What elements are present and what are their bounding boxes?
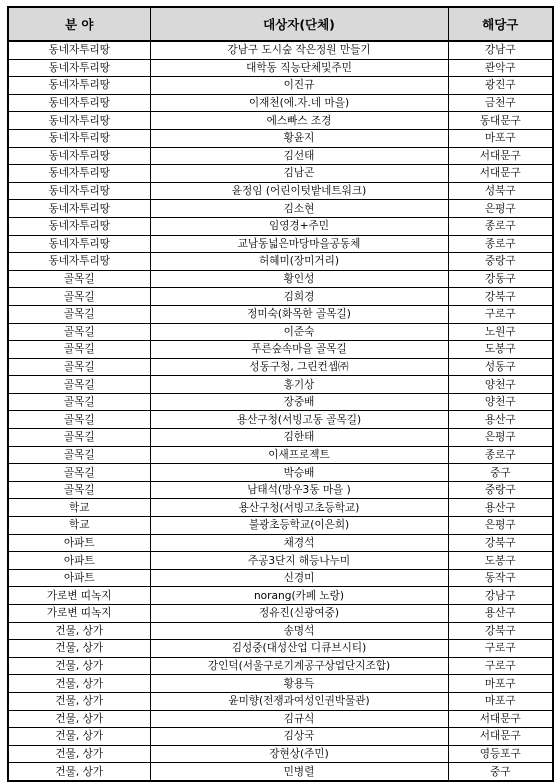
table-row — [8, 499, 553, 517]
table-row — [8, 182, 553, 200]
table-row — [8, 253, 553, 271]
district-cell: 강북구 — [448, 622, 553, 640]
recipient-cell: 민병렬 — [150, 763, 448, 781]
recipient-cell: 장현상(주민) — [150, 745, 448, 763]
category-cell: 동네자투리땅 — [8, 129, 150, 147]
table-row — [8, 675, 553, 693]
recipient-cell: 이준숙 — [150, 323, 448, 341]
district-cell: 강북구 — [448, 534, 553, 552]
district-cell: 강북구 — [448, 288, 553, 306]
category-cell: 골목길 — [8, 358, 150, 376]
header-district: 해당구 — [448, 7, 553, 41]
table-body — [8, 41, 553, 781]
recipient-cell: 이재천(에.자.네 마을) — [150, 94, 448, 112]
table-row — [8, 569, 553, 587]
table-row — [8, 129, 553, 147]
district-cell: 영등포구 — [448, 745, 553, 763]
category-cell: 건물, 상가 — [8, 675, 150, 693]
recipient-cell: 교남동넓은마당마을공동체 — [150, 235, 448, 253]
category-cell: 건물, 상가 — [8, 745, 150, 763]
recipient-cell: 김남곤 — [150, 165, 448, 183]
category-cell: 동네자투리땅 — [8, 165, 150, 183]
district-cell: 마포구 — [448, 129, 553, 147]
district-cell: 중구 — [448, 763, 553, 781]
recipient-cell: 허혜미(장미거리) — [150, 253, 448, 271]
category-cell: 건물, 상가 — [8, 728, 150, 746]
recipient-cell: 신경미 — [150, 569, 448, 587]
district-cell: 금천구 — [448, 94, 553, 112]
table-row — [8, 147, 553, 165]
district-cell: 종로구 — [448, 217, 553, 235]
category-cell: 건물, 상가 — [8, 710, 150, 728]
award-list-sheet — [7, 6, 552, 782]
recipient-cell: 김규식 — [150, 710, 448, 728]
category-cell: 동네자투리땅 — [8, 94, 150, 112]
district-cell: 중랑구 — [448, 481, 553, 499]
category-cell: 골목길 — [8, 464, 150, 482]
district-cell: 서대문구 — [448, 710, 553, 728]
district-cell: 중랑구 — [448, 253, 553, 271]
table-row — [8, 552, 553, 570]
table-row — [8, 200, 553, 218]
category-cell: 동네자투리땅 — [8, 253, 150, 271]
district-cell: 종로구 — [448, 235, 553, 253]
table-row — [8, 393, 553, 411]
recipient-cell: 에스빠스 조경 — [150, 112, 448, 130]
district-cell: 마포구 — [448, 675, 553, 693]
category-cell: 학교 — [8, 499, 150, 517]
recipient-cell: 홍기상 — [150, 376, 448, 394]
recipient-cell: 송명석 — [150, 622, 448, 640]
header-category: 분 야 — [8, 7, 150, 41]
district-cell: 양천구 — [448, 393, 553, 411]
category-cell: 골목길 — [8, 446, 150, 464]
category-cell: 가로변 띠녹지 — [8, 605, 150, 623]
recipient-cell: 황인성 — [150, 270, 448, 288]
category-cell: 골목길 — [8, 481, 150, 499]
category-cell: 아파트 — [8, 569, 150, 587]
district-cell: 강남구 — [448, 587, 553, 605]
category-cell: 건물, 상가 — [8, 657, 150, 675]
award-table — [7, 6, 554, 782]
table-row — [8, 464, 553, 482]
district-cell: 마포구 — [448, 692, 553, 710]
district-cell: 강남구 — [448, 41, 553, 59]
table-row — [8, 112, 553, 130]
district-cell: 성동구 — [448, 358, 553, 376]
district-cell: 은평구 — [448, 429, 553, 447]
table-row — [8, 411, 553, 429]
table-row — [8, 235, 553, 253]
district-cell: 구로구 — [448, 305, 553, 323]
category-cell: 동네자투리땅 — [8, 182, 150, 200]
recipient-cell: 김상국 — [150, 728, 448, 746]
table-row — [8, 622, 553, 640]
district-cell: 도봉구 — [448, 341, 553, 359]
district-cell: 관악구 — [448, 59, 553, 77]
recipient-cell: 강인덕(서울구로기계공구상업단지조합) — [150, 657, 448, 675]
category-cell: 골목길 — [8, 376, 150, 394]
recipient-cell: 대학동 직능단체및주민 — [150, 59, 448, 77]
category-cell: 건물, 상가 — [8, 622, 150, 640]
table-row — [8, 323, 553, 341]
recipient-cell: 김희경 — [150, 288, 448, 306]
table-row — [8, 376, 553, 394]
district-cell: 은평구 — [448, 200, 553, 218]
table-row — [8, 59, 553, 77]
district-cell: 성북구 — [448, 182, 553, 200]
recipient-cell: 박승배 — [150, 464, 448, 482]
recipient-cell: 윤정임 (어린이텃밭네트워크) — [150, 182, 448, 200]
recipient-cell: 장중배 — [150, 393, 448, 411]
table-row — [8, 341, 553, 359]
district-cell: 노원구 — [448, 323, 553, 341]
table-row — [8, 288, 553, 306]
recipient-cell: 용산구청(서빙고동 골목길) — [150, 411, 448, 429]
category-cell: 학교 — [8, 517, 150, 535]
table-row — [8, 481, 553, 499]
category-cell: 동네자투리땅 — [8, 59, 150, 77]
recipient-cell: 정미숙(화목한 골목길) — [150, 305, 448, 323]
district-cell: 광진구 — [448, 77, 553, 95]
category-cell: 골목길 — [8, 393, 150, 411]
category-cell: 골목길 — [8, 429, 150, 447]
table-row — [8, 657, 553, 675]
district-cell: 동작구 — [448, 569, 553, 587]
recipient-cell: 윤미향(전쟁과여성인권박물관) — [150, 692, 448, 710]
category-cell: 동네자투리땅 — [8, 217, 150, 235]
district-cell: 서대문구 — [448, 147, 553, 165]
table-row — [8, 41, 553, 59]
district-cell: 종로구 — [448, 446, 553, 464]
category-cell: 건물, 상가 — [8, 763, 150, 781]
district-cell: 용산구 — [448, 605, 553, 623]
recipient-cell: 황윤지 — [150, 129, 448, 147]
recipient-cell: 김소현 — [150, 200, 448, 218]
table-row — [8, 763, 553, 781]
table-row — [8, 429, 553, 447]
district-cell: 중구 — [448, 464, 553, 482]
table-row — [8, 710, 553, 728]
recipient-cell: 불광초등학교(이은희) — [150, 517, 448, 535]
table-row — [8, 165, 553, 183]
category-cell: 동네자투리땅 — [8, 77, 150, 95]
table-row — [8, 517, 553, 535]
category-cell: 건물, 상가 — [8, 692, 150, 710]
category-cell: 동네자투리땅 — [8, 147, 150, 165]
category-cell: 아파트 — [8, 552, 150, 570]
recipient-cell: 용산구청(서빙고초등학교) — [150, 499, 448, 517]
table-row — [8, 358, 553, 376]
category-cell: 동네자투리땅 — [8, 112, 150, 130]
recipient-cell: 임영경+주민 — [150, 217, 448, 235]
category-cell: 동네자투리땅 — [8, 235, 150, 253]
table-row — [8, 605, 553, 623]
district-cell: 동대문구 — [448, 112, 553, 130]
category-cell: 골목길 — [8, 270, 150, 288]
district-cell: 양천구 — [448, 376, 553, 394]
category-cell: 건물, 상가 — [8, 640, 150, 658]
recipient-cell: 정유진(신광여중) — [150, 605, 448, 623]
recipient-cell: 주공3단지 해등나누미 — [150, 552, 448, 570]
category-cell: 동네자투리땅 — [8, 200, 150, 218]
district-cell: 도봉구 — [448, 552, 553, 570]
recipient-cell: 김한태 — [150, 429, 448, 447]
category-cell: 골목길 — [8, 341, 150, 359]
recipient-cell: 성동구청, 그린컨셉㈜ — [150, 358, 448, 376]
recipient-cell: 이진규 — [150, 77, 448, 95]
category-cell: 골목길 — [8, 305, 150, 323]
recipient-cell: 황용득 — [150, 675, 448, 693]
table-row — [8, 94, 553, 112]
table-row — [8, 305, 553, 323]
table-row — [8, 640, 553, 658]
category-cell: 골목길 — [8, 288, 150, 306]
district-cell: 은평구 — [448, 517, 553, 535]
category-cell: 동네자투리땅 — [8, 41, 150, 59]
table-row — [8, 534, 553, 552]
district-cell: 강동구 — [448, 270, 553, 288]
category-cell: 골목길 — [8, 411, 150, 429]
category-cell: 가로변 띠녹지 — [8, 587, 150, 605]
district-cell: 용산구 — [448, 411, 553, 429]
table-row — [8, 270, 553, 288]
table-row — [8, 446, 553, 464]
recipient-cell: 푸른숲속마을 골목길 — [150, 341, 448, 359]
recipient-cell: 강남구 도시숲 작은정원 만들기 — [150, 41, 448, 59]
header-recipient: 대상자(단체) — [150, 7, 448, 41]
district-cell: 용산구 — [448, 499, 553, 517]
category-cell: 골목길 — [8, 323, 150, 341]
table-row — [8, 745, 553, 763]
table-row — [8, 728, 553, 746]
header-row — [8, 7, 553, 41]
recipient-cell: 채경석 — [150, 534, 448, 552]
table-row — [8, 587, 553, 605]
recipient-cell: 김선태 — [150, 147, 448, 165]
table-row — [8, 217, 553, 235]
recipient-cell: 남태석(망우3동 마을 ) — [150, 481, 448, 499]
table-row — [8, 77, 553, 95]
category-cell: 아파트 — [8, 534, 150, 552]
district-cell: 구로구 — [448, 657, 553, 675]
recipient-cell: norang(카페 노랑) — [150, 587, 448, 605]
table-row — [8, 692, 553, 710]
recipient-cell: 김성중(대성산업 디큐브시티) — [150, 640, 448, 658]
district-cell: 서대문구 — [448, 728, 553, 746]
recipient-cell: 이새프로젝트 — [150, 446, 448, 464]
district-cell: 서대문구 — [448, 165, 553, 183]
district-cell: 구로구 — [448, 640, 553, 658]
